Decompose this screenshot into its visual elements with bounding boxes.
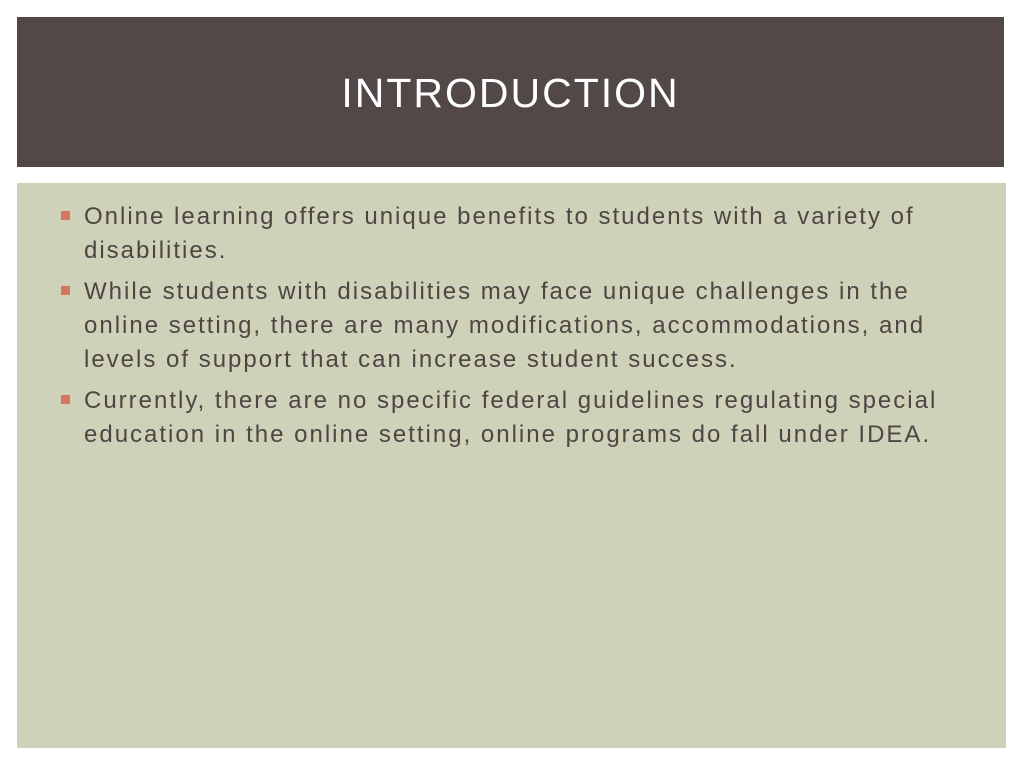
bullet-text: Currently, there are no specific federal guidelines regulating special education in the online setting, online programs do fall under IDEA. [84,387,938,448]
square-bullet-icon [61,286,70,295]
bullet-list [61,200,971,459]
square-bullet-icon [61,395,70,404]
bullet-item [61,384,971,452]
title-bar [17,17,1004,167]
square-bullet-icon [61,211,70,220]
slide-title: INTRODUCTION [341,69,680,116]
bullet-text: While students with disabilities may face unique challenges in the online setting, there are many modifications, accommodations, and levels of support that can increase student success. [84,278,926,373]
bullet-item [61,275,971,377]
bullet-item [61,200,971,268]
bullet-text: Online learning offers unique benefits to students with a variety of disabilities. [84,203,915,264]
content-panel [17,183,1006,748]
